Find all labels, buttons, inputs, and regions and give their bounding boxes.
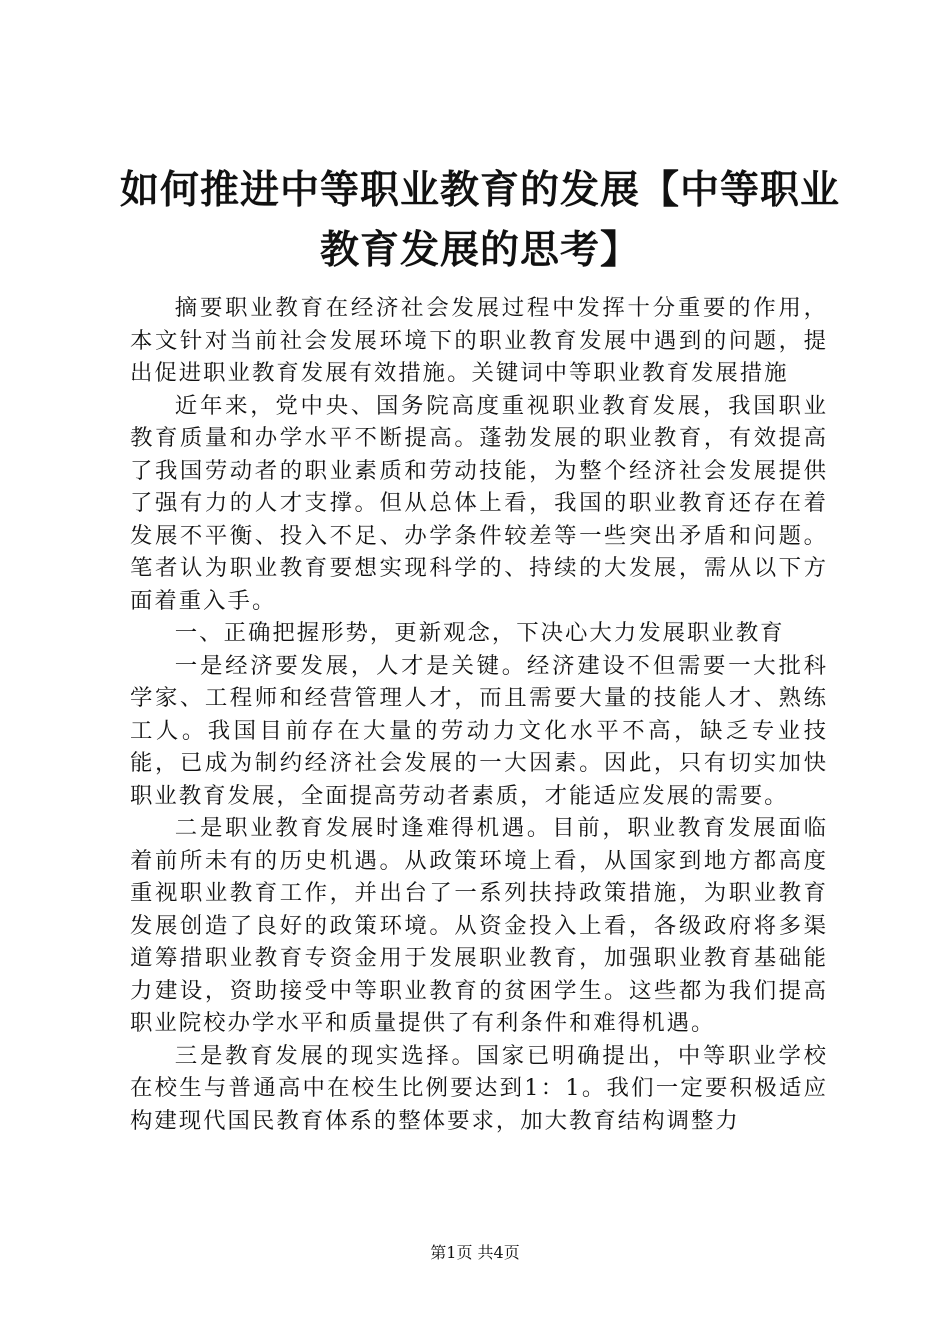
paragraph-abstract: 摘要职业教育在经济社会发展过程中发挥十分重要的作用，本文针对当前社会发展环境下的职业教育发展中遇到的问题，提出促进职业教育发展有效措施。关键词中等职业教育发展措施 — [130, 295, 828, 386]
paragraph-point-1: 一是经济要发展，人才是关键。经济建设不但需要一大批科学家、工程师和经营管理人才，而且需要大量的技能人才、熟练工人。我国目前存在大量的劳动力文化水平不高，缺乏专业技能，已成为制约经济社会发展的一大因素。因此，只有切实加快职业教育发展，全面提高劳动者素质，才能适应发展的需要。 — [130, 652, 828, 809]
paragraph-intro: 近年来，党中央、国务院高度重视职业教育发展，我国职业教育质量和办学水平不断提高。蓬勃发展的职业教育，有效提高了我国劳动者的职业素质和劳动技能，为整个经济社会发展提供了强有力的人才支撑。但从总体上看，我国的职业教育还存在着发展不平衡、投入不足、办学条件较差等一些突出矛盾和问题。笔者认为职业教育要想实现科学的、持续的大发展，需从以下方面着重入手。 — [130, 392, 828, 614]
paragraph-point-2: 二是职业教育发展时逢难得机遇。目前，职业教育发展面临着前所未有的历史机遇。从政策环境上看，从国家到地方都高度重视职业教育工作，并出台了一系列扶持政策措施，为职业教育发展创造了良好的政策环境。从资金投入上看，各级政府将多渠道筹措职业教育专资金用于发展职业教育，加强职业教育基础能力建设，资助接受中等职业教育的贫困学生。这些都为我们提高职业院校办学水平和质量提供了有利条件和难得机遇。 — [130, 815, 828, 1036]
page-footer: 第1页 共4页 — [430, 1243, 520, 1262]
document-title: 如何推进中等职业教育的发展【中等职业教育发展的思考】 — [119, 167, 840, 273]
document-body — [130, 292, 828, 1137]
paragraph-point-3: 三是教育发展的现实选择。国家已明确提出，中等职业学校在校生与普通高中在校生比例要达到1：1。我们一定要积极适应构建现代国民教育体系的整体要求，加大教育结构调整力 — [130, 1042, 828, 1134]
section-heading-1: 一、正确把握形势，更新观念，下决心大力发展职业教育 — [174, 620, 785, 646]
